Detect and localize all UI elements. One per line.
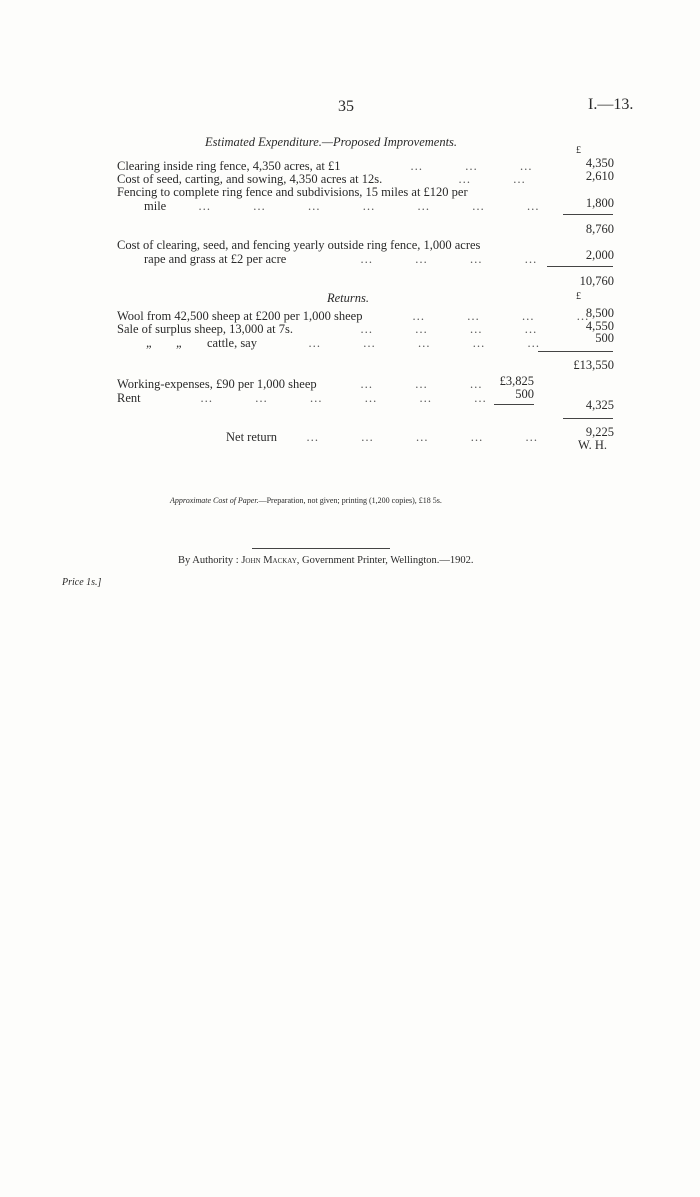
- costs-rule: [494, 404, 534, 405]
- leader-dots: … … … …: [412, 309, 590, 323]
- authority-prefix: By Authority :: [178, 555, 239, 566]
- leader-dots: … … …: [360, 377, 483, 391]
- ditto-mark: „: [176, 336, 183, 350]
- authority-suffix: , Government Printer, Wellington.—1902.: [296, 555, 474, 566]
- expenditure-item-2: Cost of seed, carting, and sowing, 4,350 acres at 12s.: [117, 172, 383, 186]
- net-return-label: Net return: [226, 430, 278, 444]
- outside-ring-item: Cost of clearing, seed, and fencing yearly outside ring fence, 1,000 acres: [117, 238, 481, 252]
- document-reference: I.—13.: [588, 96, 634, 113]
- expenditure-item-3: Fencing to complete ring fence and subdivisions, 15 miles at £120 per: [117, 185, 468, 199]
- leader-dots: … … … …: [360, 322, 538, 336]
- total-rule: [547, 266, 613, 267]
- leader-dots: … …: [458, 172, 527, 186]
- leader-dots: … … … …: [360, 252, 538, 266]
- expenditure-amount-2: 2,610: [585, 169, 614, 183]
- rent-item: Rent: [117, 391, 141, 405]
- leader-dots: … … … … … … …: [198, 199, 540, 213]
- price-note: Price 1s.]: [62, 577, 102, 588]
- leader-dots: … … … … …: [308, 336, 541, 350]
- returns-item-1: Wool from 42,500 sheep at £200 per 1,000 sheep: [117, 309, 363, 323]
- paper-cost-note: [170, 496, 442, 505]
- outside-ring-amount: 2,000: [585, 248, 614, 262]
- returns-total-rule: [538, 351, 613, 352]
- expenditure-amount-3: 1,800: [585, 196, 614, 210]
- returns-amount-3: 500: [595, 331, 614, 345]
- expenditure-item-3-cont: mile: [144, 199, 167, 213]
- outside-ring-item-cont: rape and grass at £2 per acre: [144, 252, 287, 266]
- working-expenses-amount: £3,825: [499, 374, 534, 388]
- returns-total: £13,550: [573, 358, 614, 372]
- net-rule: [563, 418, 613, 419]
- leader-dots: … … … … …: [306, 430, 539, 444]
- subtotal-rule: [563, 214, 613, 215]
- returns-currency: £: [576, 291, 581, 302]
- costs-total: 4,325: [585, 398, 614, 412]
- expenditure-amount-1: 4,350: [585, 156, 614, 170]
- page-number: 35: [338, 98, 354, 115]
- expenditure-subtotal: 8,760: [585, 222, 614, 236]
- authority-line: [178, 555, 474, 566]
- returns-amount-1: 8,500: [585, 306, 614, 320]
- expenditure-currency: £: [576, 145, 581, 156]
- working-expenses-item: Working-expenses, £90 per 1,000 sheep: [117, 377, 317, 391]
- printer-name: John Mackay: [241, 555, 297, 566]
- rent-amount: 500: [515, 387, 534, 401]
- net-return-amount: 9,225: [585, 425, 614, 439]
- expenditure-title: Estimated Expenditure.—Proposed Improvements.: [205, 135, 458, 149]
- returns-item-2: Sale of surplus sheep, 13,000 at 7s.: [117, 322, 294, 336]
- leader-dots: … … …: [410, 159, 533, 173]
- returns-title: Returns.: [327, 291, 370, 305]
- author-initials: W. H.: [578, 438, 608, 452]
- returns-amount-2: 4,550: [585, 319, 614, 333]
- ditto-mark: „: [146, 336, 153, 350]
- authority-rule: [252, 548, 390, 549]
- leader-dots: … … … … … …: [200, 391, 488, 405]
- paper-cost-text: —Preparation, not given; printing (1,200 copies), £18 5s.: [258, 496, 442, 505]
- returns-item-3: cattle, say: [207, 336, 257, 350]
- paper-cost-label: Approximate Cost of Paper.: [170, 496, 259, 505]
- expenditure-total: 10,760: [579, 274, 614, 288]
- expenditure-item-1: Clearing inside ring fence, 4,350 acres, at £1: [117, 159, 341, 173]
